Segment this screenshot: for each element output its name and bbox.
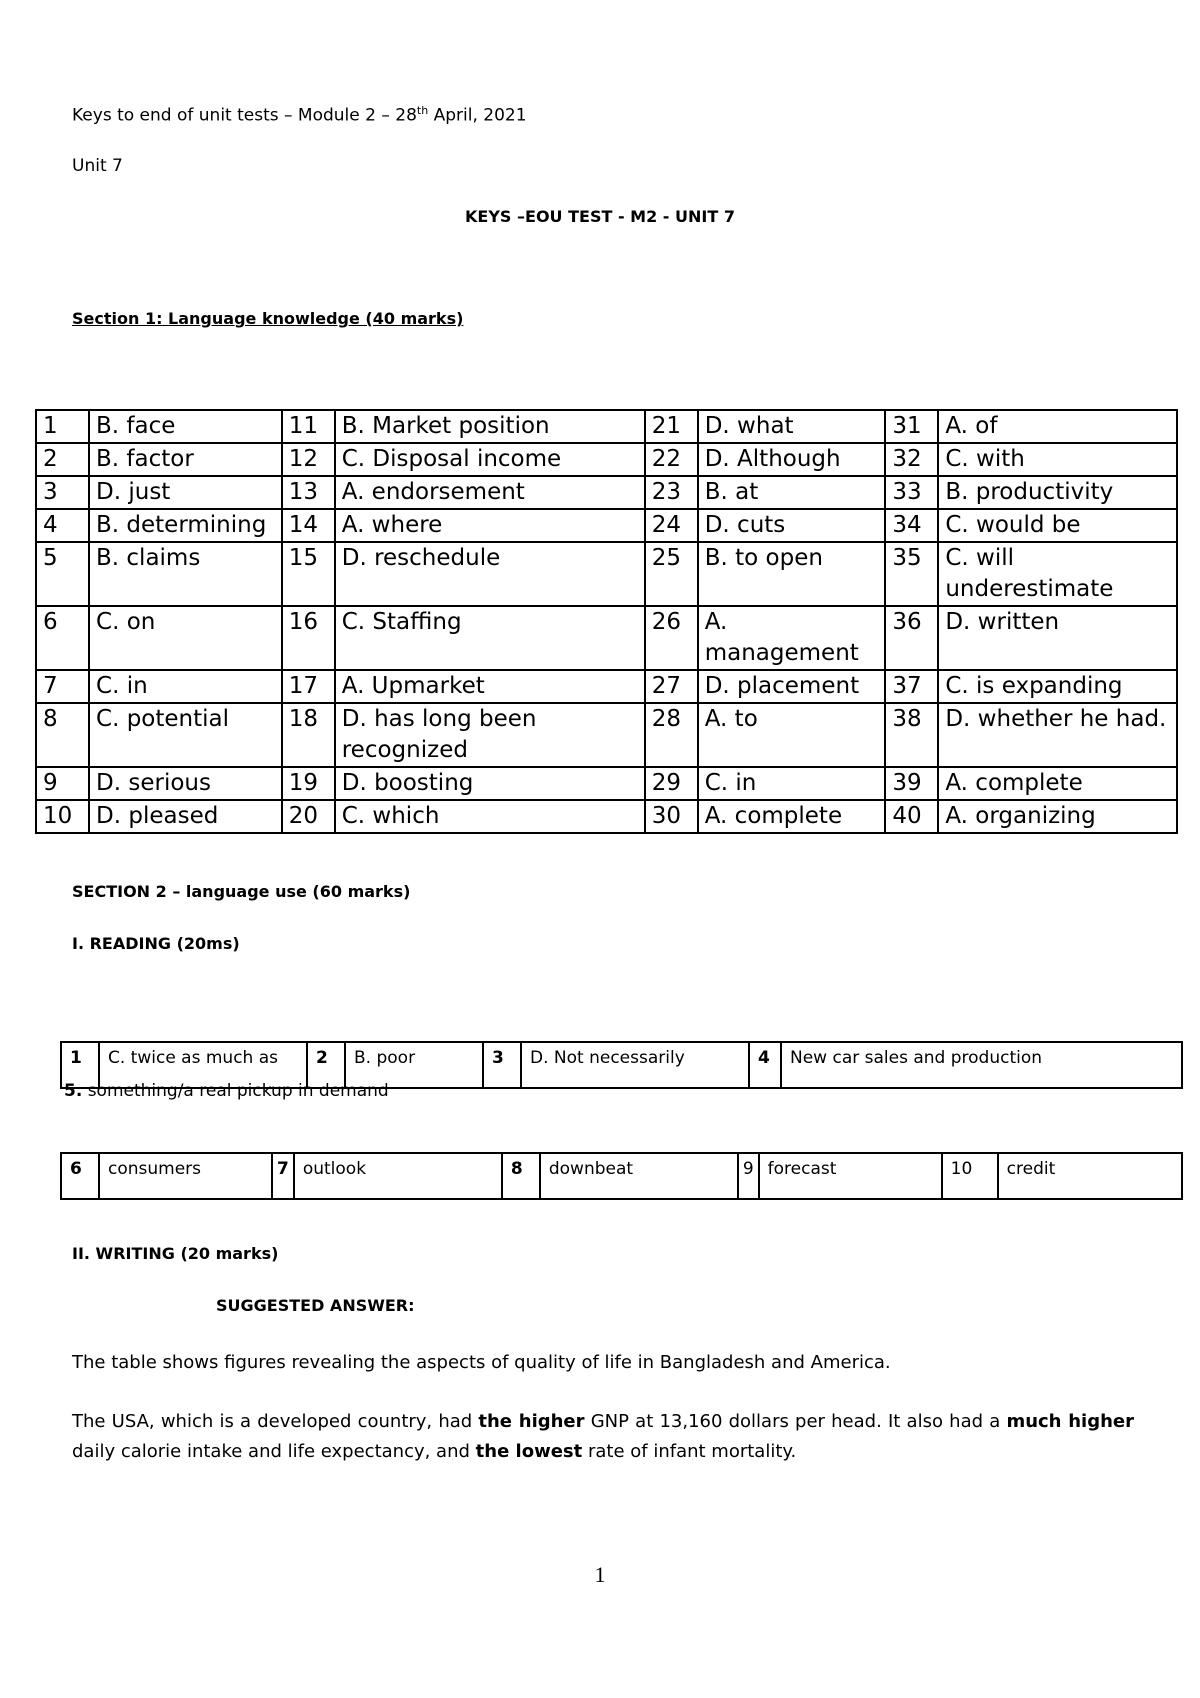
question-number: 22: [645, 443, 698, 476]
answer-cell: D. cuts: [698, 509, 886, 542]
question-number: 35: [885, 542, 938, 606]
answer-text: outlook: [294, 1153, 502, 1199]
question-number: 26: [645, 606, 698, 670]
document-title: Keys to end of unit tests – Module 2 – 28th April, 2021: [72, 104, 527, 126]
question-number: 32: [885, 443, 938, 476]
unit-label: Unit 7: [72, 156, 123, 176]
table-row: [36, 509, 1177, 542]
answer-cell: D. Although: [698, 443, 886, 476]
table-row: [36, 767, 1177, 800]
answer-number: 6: [61, 1153, 99, 1199]
question-number: 5: [36, 542, 89, 606]
question-number: 30: [645, 800, 698, 833]
answer-cell: C. will underestimate: [938, 542, 1177, 606]
question-number: 29: [645, 767, 698, 800]
answer-cell: A. complete: [698, 800, 886, 833]
answer-text: credit: [998, 1153, 1182, 1199]
answer-number: 8: [502, 1153, 540, 1199]
page-number: 1: [594, 1562, 606, 1587]
question-number: 31: [885, 410, 938, 443]
question-number: 27: [645, 670, 698, 703]
answer-cell: D. reschedule: [335, 542, 645, 606]
question-number: 36: [885, 606, 938, 670]
writing-heading: II. WRITING (20 marks): [72, 1244, 279, 1263]
answer-number: 7: [272, 1153, 294, 1199]
writing-paragraph-2: The USA, which is a developed country, had the higher GNP at 13,160 dollars per head. It also had a much higher daily calorie intake and life expectancy, and the lowest rate of infant mortality.: [72, 1411, 1134, 1462]
answer-cell: C. Staffing: [335, 606, 645, 670]
table-row: [36, 670, 1177, 703]
question-number: 3: [36, 476, 89, 509]
table-row: [36, 443, 1177, 476]
answer-cell: B. productivity: [938, 476, 1177, 509]
answer-cell: D. placement: [698, 670, 886, 703]
answer-cell: D. what: [698, 410, 886, 443]
reading-answer-table-2: [60, 1152, 1183, 1200]
answer-cell: A. management: [698, 606, 886, 670]
answer-cell: D. whether he had.: [938, 703, 1177, 767]
question-number: 11: [282, 410, 335, 443]
answer-cell: B. at: [698, 476, 886, 509]
answer-cell: B. determining: [89, 509, 282, 542]
answer-cell: C. in: [698, 767, 886, 800]
writing-paragraph-1: The table shows figures revealing the aspects of quality of life in Bangladesh and America.: [72, 1352, 891, 1373]
answer-text: New car sales and production: [781, 1042, 1182, 1088]
answer-cell: A. of: [938, 410, 1177, 443]
answer-cell: C. would be: [938, 509, 1177, 542]
question-number: 33: [885, 476, 938, 509]
question-number: 14: [282, 509, 335, 542]
answer-cell: B. factor: [89, 443, 282, 476]
answer-number: 9: [738, 1153, 759, 1199]
answer-cell: D. has long been recognized: [335, 703, 645, 767]
question-number: 24: [645, 509, 698, 542]
answer-text: downbeat: [540, 1153, 738, 1199]
answer-cell: D. written: [938, 606, 1177, 670]
answer-cell: C. which: [335, 800, 645, 833]
answer-cell: A. where: [335, 509, 645, 542]
table-row: [36, 476, 1177, 509]
test-heading: KEYS –EOU TEST - M2 - UNIT 7: [465, 207, 735, 226]
answer-text: B. poor: [345, 1042, 483, 1088]
question-number: 1: [36, 410, 89, 443]
table-row: [36, 410, 1177, 443]
answer-cell: A. Upmarket: [335, 670, 645, 703]
question-number: 28: [645, 703, 698, 767]
question-number: 15: [282, 542, 335, 606]
answer-cell: C. Disposal income: [335, 443, 645, 476]
answer-cell: B. Market position: [335, 410, 645, 443]
question-number: 37: [885, 670, 938, 703]
question-number: 17: [282, 670, 335, 703]
question-number: 34: [885, 509, 938, 542]
answer-cell: C. with: [938, 443, 1177, 476]
question-number: 4: [36, 509, 89, 542]
answer-cell: A. complete: [938, 767, 1177, 800]
answer-cell: D. pleased: [89, 800, 282, 833]
answer-cell: C. on: [89, 606, 282, 670]
question-number: 18: [282, 703, 335, 767]
question-number: 16: [282, 606, 335, 670]
section1-answer-table: [35, 409, 1178, 834]
question-number: 7: [36, 670, 89, 703]
answer-text: D. Not necessarily: [521, 1042, 749, 1088]
answer-text: C. twice as much as: [99, 1042, 307, 1088]
answer-number: 3: [483, 1042, 521, 1088]
answer-number: 1: [61, 1042, 99, 1088]
table-row: [61, 1153, 1182, 1199]
question-number: 13: [282, 476, 335, 509]
reading-item-5: 5. something/a real pickup in demand: [64, 1081, 389, 1101]
table-row: [36, 542, 1177, 606]
answer-text: consumers: [99, 1153, 272, 1199]
answer-cell: D. boosting: [335, 767, 645, 800]
reading-heading: I. READING (20ms): [72, 934, 240, 953]
table-row: [36, 606, 1177, 670]
question-number: 25: [645, 542, 698, 606]
question-number: 2: [36, 443, 89, 476]
section2-heading: SECTION 2 – language use (60 marks): [72, 882, 411, 901]
answer-cell: C. is expanding: [938, 670, 1177, 703]
answer-number: 10: [942, 1153, 998, 1199]
question-number: 38: [885, 703, 938, 767]
question-number: 23: [645, 476, 698, 509]
suggested-answer-heading: SUGGESTED ANSWER:: [216, 1296, 415, 1315]
answer-text: forecast: [759, 1153, 942, 1199]
answer-cell: B. face: [89, 410, 282, 443]
question-number: 9: [36, 767, 89, 800]
table-row: [36, 800, 1177, 833]
question-number: 20: [282, 800, 335, 833]
question-number: 6: [36, 606, 89, 670]
answer-cell: A. endorsement: [335, 476, 645, 509]
question-number: 12: [282, 443, 335, 476]
question-number: 19: [282, 767, 335, 800]
answer-cell: C. potential: [89, 703, 282, 767]
answer-cell: B. claims: [89, 542, 282, 606]
answer-cell: D. just: [89, 476, 282, 509]
question-number: 40: [885, 800, 938, 833]
question-number: 21: [645, 410, 698, 443]
answer-number: 4: [749, 1042, 781, 1088]
table-row: [36, 703, 1177, 767]
answer-cell: B. to open: [698, 542, 886, 606]
question-number: 39: [885, 767, 938, 800]
answer-cell: C. in: [89, 670, 282, 703]
section1-heading: Section 1: Language knowledge (40 marks): [72, 309, 464, 328]
answer-cell: A. organizing: [938, 800, 1177, 833]
answer-number: 2: [307, 1042, 345, 1088]
answer-cell: D. serious: [89, 767, 282, 800]
question-number: 8: [36, 703, 89, 767]
question-number: 10: [36, 800, 89, 833]
answer-cell: A. to: [698, 703, 886, 767]
